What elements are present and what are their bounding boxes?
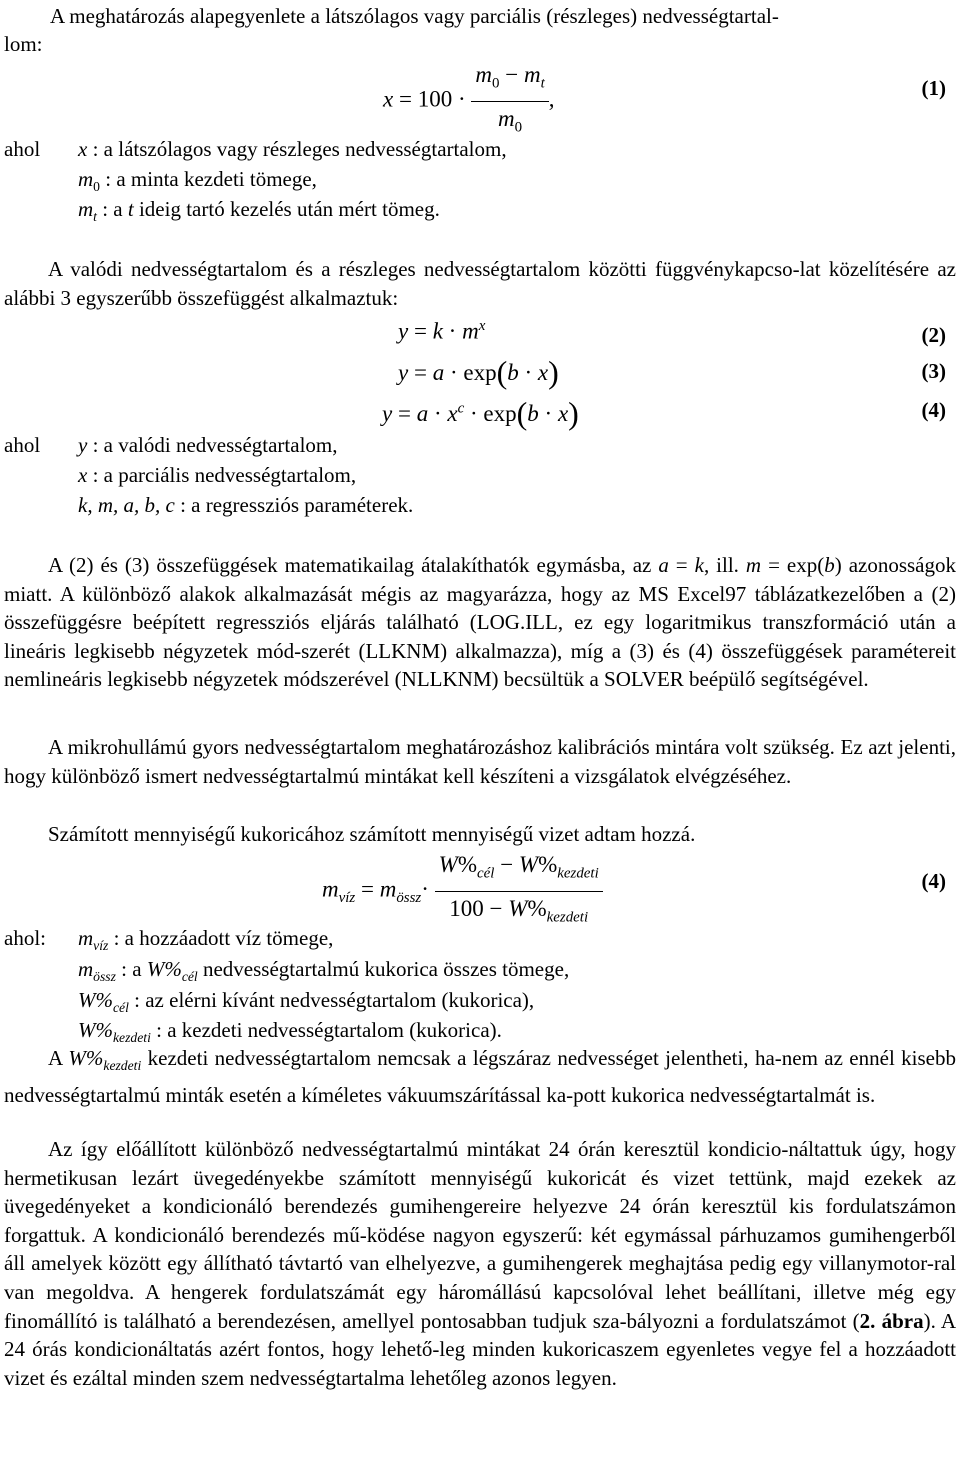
paragraph-6: A $W\%_{kezdeti}$ kezdeti nedvességtartalom nemcsak a légszáraz nedvességet jelentheti, ha-nem az ennél kisebb nedvességtartalmú minták esetén a kíméletes vákuumszárítással ka-pott kukorica nedvességtartalmát is. xyxy=(4,1046,956,1107)
equation-1 xyxy=(383,58,554,144)
eq1-equals: = xyxy=(398,86,412,112)
paragraph-7: Az így előállított különböző nedvességtartalmú mintákat 24 órán keresztül kondicio-náltattuk úgy, hogy hermetikusan lezárt üvegedényekbe számított mennyiségű kukoricát és vizet tettünk, majd ezekek az üvegedényeket a kondicionáló berendezés gumihengereire helyezve 24 órán keresztül kis fordulatszámon forgattuk. A kondicionáló berendezés mű-ködése nagyon egyszerű: két egymással párhuzamos gumihengerből áll amelyek között egy állítható távtartó van elhelyezve, a gumihengerek meghajtása pedig egy villanymotor-ral van megoldva. A hengerek fordulatszámát egy háromállású kapcsolóval lehet beállítani, illetve még egy finomállító is található a berendezésen, amellyel pontosabban tudjuk sza-bályozni a fordulatszámot (2. ábra). A 24 órás kondicionáltatás azért fontos, hogy lehető-leg minden kukoricaszem egyenletes vegye fel a hozzáadott vizet és ezáltal minden szem nedvességtartalma lehetőleg azonos legyen. xyxy=(4,1137,956,1390)
paragraph-2: A valódi nedvességtartalom és a részleges nedvességtartalom közötti függvénykapcso-lat közelítésére az alábbi 3 egyszerűbb összefüggést alkalmaztuk: xyxy=(4,257,956,310)
eq2-number: (2) xyxy=(921,323,946,347)
defs3-wcel: $W\%_{cél}$ : az elérni kívánt nedvességtartalom (kukorica), xyxy=(78,988,535,1016)
defs1-x: x : a látszólagos vagy részleges nedvességtartalom, xyxy=(78,137,507,161)
intro-line-1: A meghatározás alapegyenlete a látszólagos vagy parciális (részleges) nedvességtartal- xyxy=(50,4,779,28)
eq3-number: (3) xyxy=(921,359,946,383)
eq4-number: (4) xyxy=(921,398,946,422)
intro-line-2: lom: xyxy=(4,32,43,56)
equation-3: y = a · exp(b · x) xyxy=(398,354,559,390)
defs1-m0: $m_0$ : a minta kezdeti tömege, xyxy=(78,167,317,195)
defs3-mossz: $m_{össz}$ : a $W\%_{cél}$ nedvességtartalmú kukorica összes tömege, xyxy=(78,957,570,985)
defs1-ahol: ahol xyxy=(4,137,41,161)
equation-4: $y = a \cdot x^c \cdot \exp(b \cdot x)$ xyxy=(382,395,579,431)
defs2-y: y : a valódi nedvességtartalom, xyxy=(78,433,338,457)
eq1-dot: · xyxy=(457,86,466,112)
equation-5: $m_{víz} = m_{össz}\cdot$ $\frac{W\%_{cél} - W\%_{kezdeti}}{100 - W\%_{kezdeti}}$ xyxy=(322,848,603,934)
defs1-mt: $m_t$ : a t ideig tartó kezelés után mért tömeg. xyxy=(78,197,440,225)
paragraph-4: A mikrohullámú gyors nedvességtartalom meghatározáshoz kalibrációs mintára volt szükség. Ez azt jelenti, hogy különböző ismert nedvességtartalmú mintákat kell készíteni a vizsgálatok elvégzéséhez. xyxy=(4,735,956,788)
eq1-comma: , xyxy=(548,86,555,112)
paragraph-5: Számított mennyiségű kukoricához számított mennyiségű vizet adtam hozzá. xyxy=(48,822,696,846)
defs3-ahol: ahol: xyxy=(4,926,46,950)
defs2-x: x : a parciális nedvességtartalom, xyxy=(78,463,357,487)
eq1-coef: 100 xyxy=(417,86,453,112)
defs3-mviz: $m_{víz}$ : a hozzáadott víz tömege, xyxy=(78,926,334,954)
eq1-fraction: $\frac{m_0 - m_t}{m_0}$ xyxy=(471,58,548,144)
eq1-lhs: x xyxy=(383,86,394,112)
eq1-number: (1) xyxy=(921,76,946,100)
equation-2: $y = k \cdot m^x$ xyxy=(398,318,486,344)
eq5-number: (4) xyxy=(921,869,946,893)
paragraph-3: A (2) és (3) összefüggések matematikailag átalakíthatók egymásba, az a = k, ill. m = exp(b) azonosságok miatt. A különböző alakok alkalmazását mégis az magyarázza, hogy az MS Excel97 táblázatkezelőben a (2) összefüggésre beépített regressziós eljárás található (LOG.ILL, ez egy logaritmikus transzformáció után a lineáris legkisebb négyzetek mód-szerét (LLKNM) alkalmazza), míg a (3) és (4) összefüggések paramétereit nemlineáris legkisebb négyzetek módszerével (NLLKNM) becsültük a SOLVER beépülő segítségével. xyxy=(4,553,956,692)
eq5-fraction: $\frac{W\%_{cél} - W\%_{kezdeti}}{100 - W\%_{kezdeti}}$ xyxy=(435,848,603,934)
defs2-ahol: ahol xyxy=(4,433,41,457)
defs3-wkezdeti: $W\%_{kezdeti}$ : a kezdeti nedvességtartalom (kukorica). xyxy=(78,1018,502,1046)
defs2-params: k, m, a, b, c : a regressziós paraméterek. xyxy=(78,493,414,517)
